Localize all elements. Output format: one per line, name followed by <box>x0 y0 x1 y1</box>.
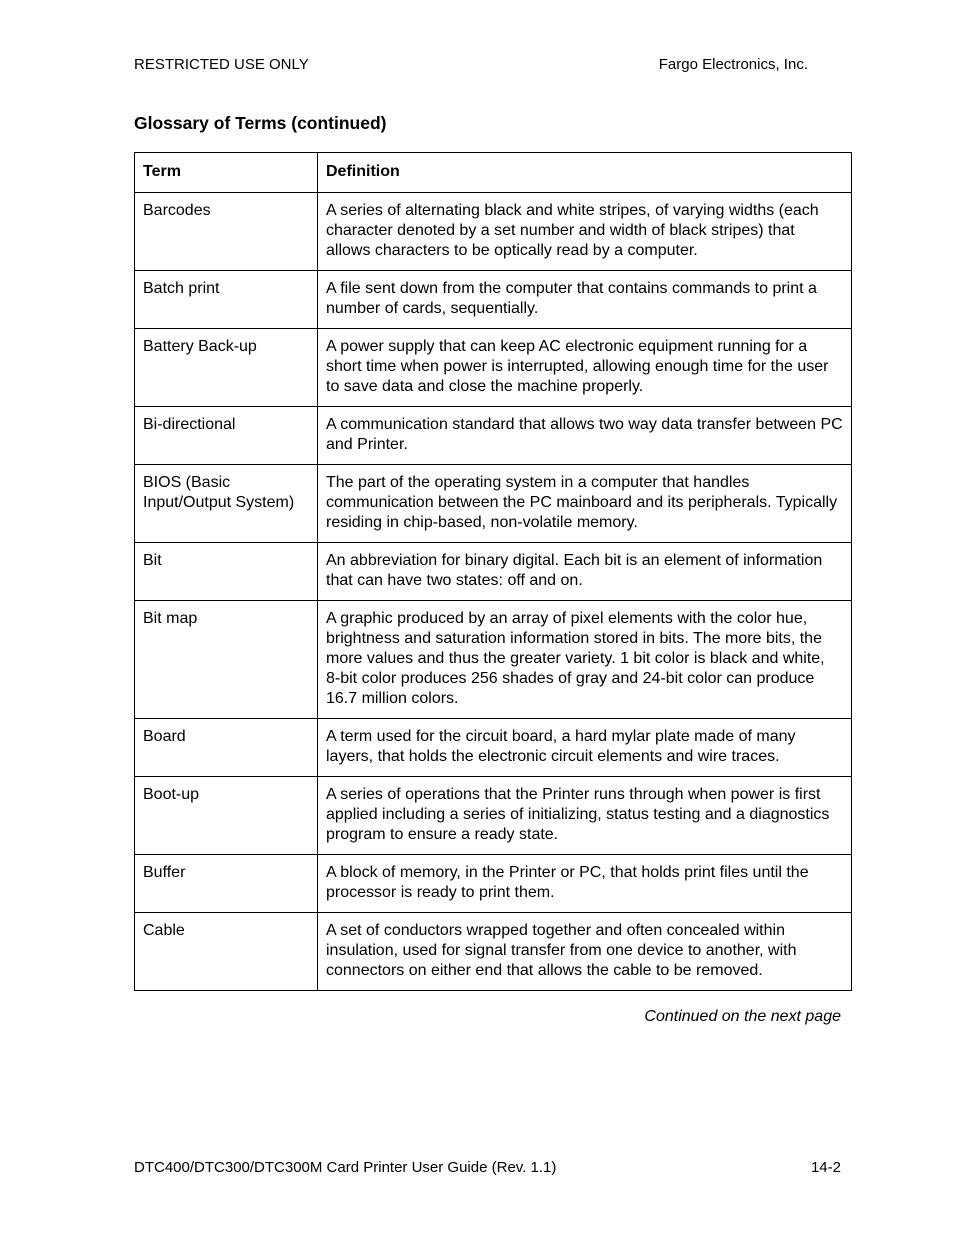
table-row <box>135 193 852 271</box>
table-header-row <box>135 153 852 193</box>
definition-cell: A series of operations that the Printer runs through when power is first applied including a series of initializing, status testing and a diagnostics program to ensure a ready state. <box>318 777 852 855</box>
term-cell: Cable <box>135 913 318 991</box>
term-cell: Buffer <box>135 855 318 913</box>
definition-cell: A set of conductors wrapped together and often concealed within insulation, used for signal transfer from one device to another, with connectors on either end that allows the cable to be removed. <box>318 913 852 991</box>
definition-cell: An abbreviation for binary digital. Each bit is an element of information that can have two states: off and on. <box>318 543 852 601</box>
definition-cell: The part of the operating system in a computer that handles communication between the PC mainboard and its peripherals. Typically residing in chip-based, non-volatile memory. <box>318 465 852 543</box>
section-title: Glossary of Terms (continued) <box>134 113 387 133</box>
table-row <box>135 465 852 543</box>
definition-cell: A file sent down from the computer that contains commands to print a number of cards, sequentially. <box>318 271 852 329</box>
term-cell: Board <box>135 719 318 777</box>
definition-cell: A communication standard that allows two way data transfer between PC and Printer. <box>318 407 852 465</box>
table-row <box>135 543 852 601</box>
definition-cell: A series of alternating black and white stripes, of varying widths (each character denoted by a set number and width of black stripes) that allows characters to be optically read by a computer. <box>318 193 852 271</box>
footer-page-number: 14-2 <box>810 1159 841 1176</box>
table-row <box>135 719 852 777</box>
definition-cell: A power supply that can keep AC electronic equipment running for a short time when power is interrupted, allowing enough time for the user to save data and close the machine properly. <box>318 329 852 407</box>
continued-note: Continued on the next page <box>644 1008 841 1025</box>
column-header-definition: Definition <box>318 153 852 193</box>
definition-cell: A term used for the circuit board, a hard mylar plate made of many layers, that holds the electronic circuit elements and wire traces. <box>318 719 852 777</box>
table-row <box>135 329 852 407</box>
glossary-table <box>134 152 852 991</box>
table-row <box>135 777 852 855</box>
column-header-term: Term <box>135 153 318 193</box>
table-row <box>135 271 852 329</box>
definition-cell: A graphic produced by an array of pixel elements with the color hue, brightness and saturation information stored in bits. The more bits, the more values and thus the greater variety. 1 bit color is black and white, 8-bit color produces 256 shades of gray and 24-bit color can produce 16.7 million colors. <box>318 601 852 719</box>
table-row <box>135 407 852 465</box>
table-row <box>135 913 852 991</box>
term-cell: Bit <box>135 543 318 601</box>
term-cell: Batch print <box>135 271 318 329</box>
term-cell: Boot-up <box>135 777 318 855</box>
definition-cell: A block of memory, in the Printer or PC, that holds print files until the processor is ready to print them. <box>318 855 852 913</box>
term-cell: Bi-directional <box>135 407 318 465</box>
footer-document-title: DTC400/DTC300/DTC300M Card Printer User Guide (Rev. 1.1) <box>134 1159 557 1176</box>
term-cell: BIOS (Basic Input/Output System) <box>135 465 318 543</box>
term-cell: Barcodes <box>135 193 318 271</box>
term-cell: Bit map <box>135 601 318 719</box>
term-cell: Battery Back-up <box>135 329 318 407</box>
header-company-name: Fargo Electronics, Inc. <box>658 56 808 73</box>
table-row <box>135 855 852 913</box>
header-restricted-notice: RESTRICTED USE ONLY <box>134 56 309 73</box>
table-row <box>135 601 852 719</box>
